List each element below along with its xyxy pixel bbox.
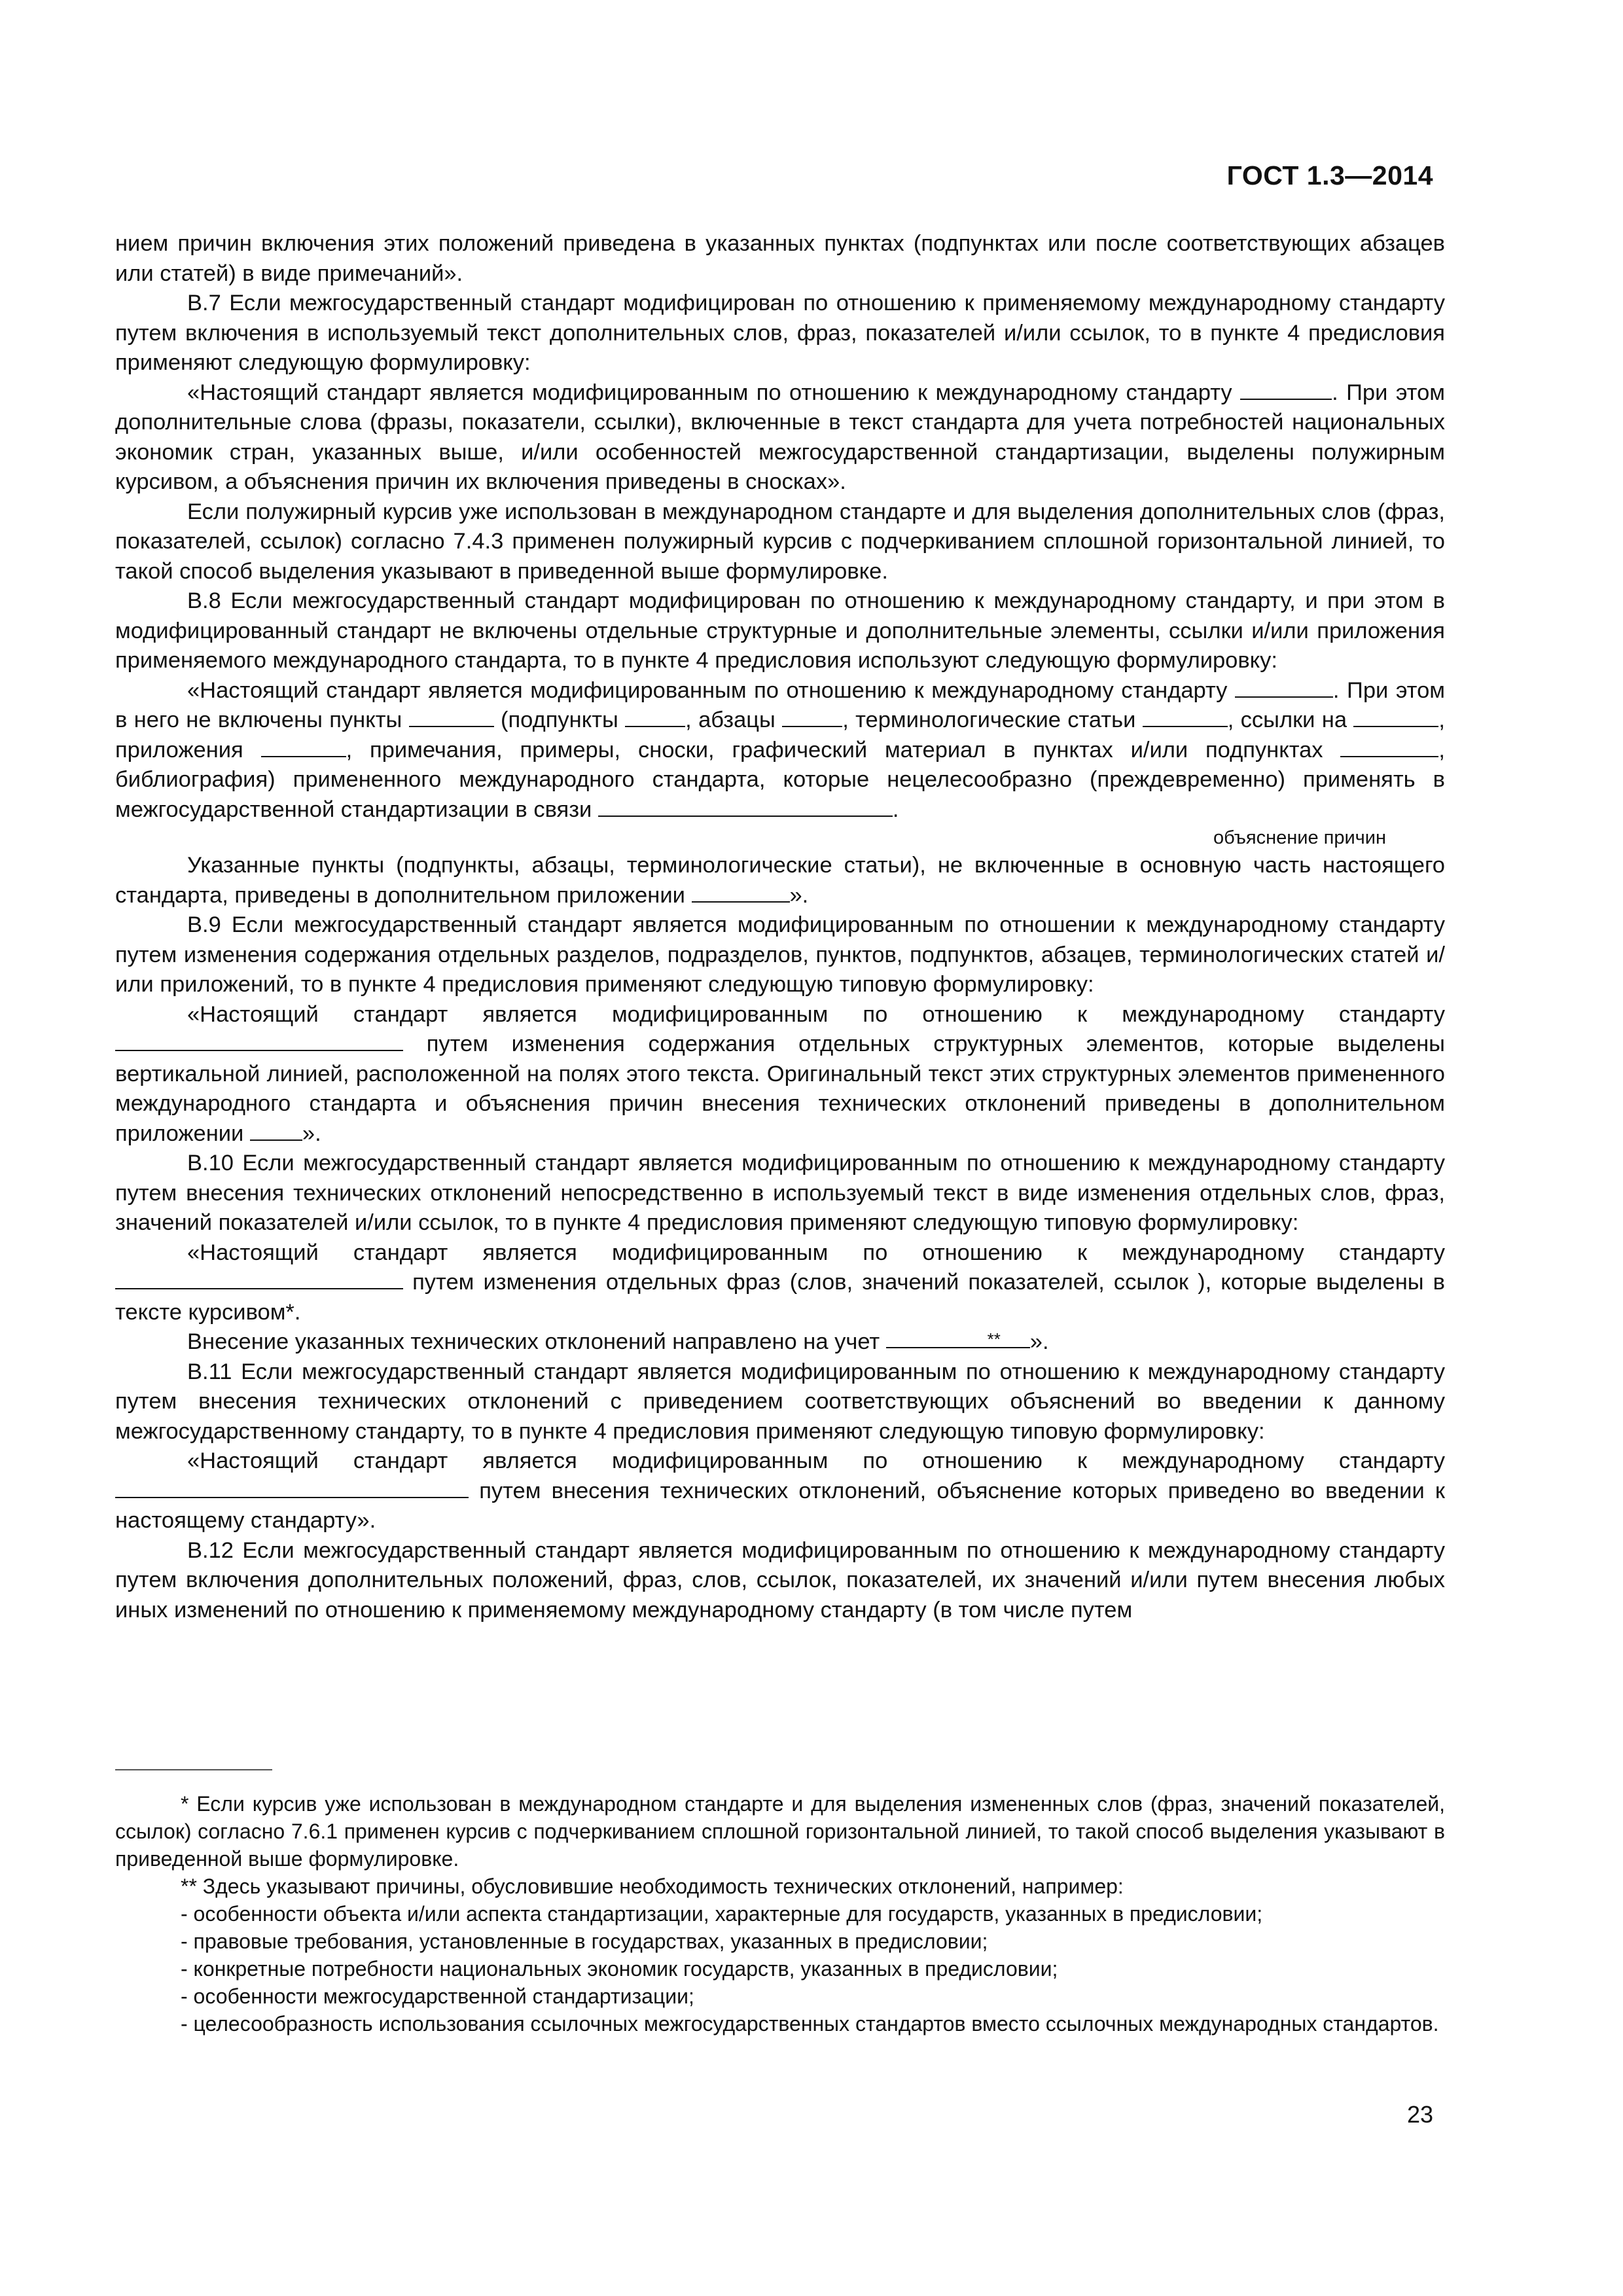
- b10-quote-part: «Настоящий стандарт является модифицированным по отношению к международному стандарту: [187, 1240, 1445, 1265]
- blank-field: [1353, 708, 1438, 727]
- blank-standard-name: [1240, 380, 1332, 400]
- b8-tail-end: ».: [789, 882, 809, 908]
- clause-b10-quote: [115, 1238, 1445, 1328]
- b11-quote-part: путем внесения технических отклонений, объяснение которых приведено во введении к настоящему стандарту».: [115, 1478, 1445, 1533]
- blank-field: [409, 708, 494, 727]
- b10-quote-part: путем изменения отдельных фраз (слов, значений показателей, ссылок ), которые выделены в тексте курсивом*.: [115, 1270, 1445, 1325]
- clause-b9-quote: [115, 1000, 1445, 1149]
- blank-appendix: [692, 883, 790, 903]
- b8-quote-part: .: [892, 797, 899, 822]
- clause-b11-quote: [115, 1446, 1445, 1536]
- clause-b8-quote: [115, 676, 1445, 825]
- b8-tail-text: Указанные пункты (подпункты, абзацы, терминологические статьи), не включенные в основную часть настоящего стандарта, приведены в дополнительном приложении: [115, 853, 1445, 908]
- blank-standard-name: [115, 1479, 469, 1498]
- blank-reason: [598, 797, 893, 817]
- b9-quote-part: «Настоящий стандарт является модифицированным по отношению к международному стандарту: [187, 1001, 1445, 1027]
- b8-quote-part: , примечания, примеры, сноски, графический материал в пунктах и/или подпунктах: [346, 737, 1323, 762]
- blank-caption: объяснение причин: [1213, 827, 1386, 848]
- b8-quote-part: , ссылки на: [1227, 708, 1347, 732]
- clause-b7-note: Если полужирный курсив уже использован в международном стандарте и для выделения дополнительных слов (фраз, показателей, ссылок) согласно 7.4.3 применен полужирный курсив с подчеркиванием сплошной горизонтальной линией, то такой способ выделения указывают в приведенной выше формулировке.: [115, 499, 1445, 584]
- blank-standard-name: [115, 1270, 403, 1289]
- b8-quote-part: . При этом в него не включены пункты: [115, 677, 1445, 732]
- footnote-list-item: - особенности объекта и/или аспекта стандартизации, характерные для государств, указанных в предисловии;: [181, 1902, 1263, 1926]
- clause-b8: В.8 Если межгосударственный стандарт модифицирован по отношению к международному стандарту, и при этом в модифицированный стандарт не включены отдельные структурные и дополнительные элементы, ссылки и/или приложения применяемого международного стандарта, то в пункте 4 предисловия используют следующую формулировку:: [115, 588, 1445, 673]
- clause-b11: В.11 Если межгосударственный стандарт является модифицированным по отношению к международному стандарту путем внесения технических отклонений с приведением соответствующих объяснений во введении к данному межгосударственному стандарту, то в пункте 4 предисловия применяют следующую типовую формулировку:: [115, 1359, 1445, 1444]
- paragraph-continuation: нием причин включения этих положений приведена в указанных пунктах (подпунктах или после соответствующих абзацев или статей) в виде примечаний».: [115, 231, 1445, 286]
- blank-field: [261, 738, 346, 757]
- blank-standard-name: [115, 1031, 403, 1051]
- footnote-list-item: - особенности межгосударственной стандартизации;: [181, 1984, 694, 2008]
- page-number: 23: [1406, 2101, 1433, 2128]
- b7-quote-start: «Настоящий стандарт является модифицированным по отношению к международному стандарту: [187, 380, 1232, 405]
- b10-note-end: ».: [1029, 1329, 1049, 1354]
- b9-quote-part: путем изменения содержания отдельных структурных элементов, которые выделены вертикальной линией, расположенной на полях этого текста. Оригинальный текст этих структурных элементов примененного международного стандарта и объяснения причин внесения технических отклонений приведены в дополнительном приложении: [115, 1031, 1445, 1146]
- b8-quote-part: , приложения: [115, 708, 1445, 762]
- footnote-1: * Если курсив уже использован в международном стандарте и для выделения измененных слов (фраз, значений показателей, ссылок) согласно 7.6.1 применен курсив с подчеркиванием сплошной горизонтальной линией, то такой способ выделения указывают в приведенной выше формулировке.: [115, 1792, 1445, 1871]
- b11-quote-part: «Настоящий стандарт является модифицированным по отношению к международному стандарту: [187, 1448, 1445, 1473]
- footnote-2: ** Здесь указывают причины, обусловившие необходимость технических отклонений, например:: [181, 1874, 1124, 1898]
- clause-b7-quote: [115, 378, 1445, 497]
- main-text: [115, 229, 1445, 1625]
- b8-quote-part: , библиография) примененного международного стандарта, которые нецелесообразно (преждевременно) применять в межгосударственной стандартизации в связи: [115, 737, 1445, 822]
- clause-b8-tail: [115, 851, 1445, 910]
- blank-field: [782, 708, 842, 727]
- clause-b7: В.7 Если межгосударственный стандарт модифицирован по отношению к применяемому международному стандарту путем включения в используемый текст дополнительных слов, фраз, показателей и/или ссылок, то в пункте 4 предисловия применяют следующую формулировку:: [115, 291, 1445, 375]
- b9-quote-part: ».: [302, 1121, 321, 1146]
- b7-quote-end: . При этом дополнительные слова (фразы, показатели, ссылки), включенные в текст стандарта для учета потребностей национальных экономик стран, указанных выше, и/или особенностей межгосударственной стандартизации, выделены полужирным курсивом, а объяснения причин их включения приведены в сносках».: [115, 380, 1445, 494]
- blank-reason-footnote: **: [886, 1331, 1030, 1348]
- blank-appendix: [250, 1121, 302, 1141]
- footnote-list-item: - целесообразность использования ссылочных межгосударственных стандартов вместо ссылочных международных стандартов.: [181, 2012, 1439, 2036]
- blank-field: [1235, 678, 1333, 698]
- b8-quote-part: , абзацы: [685, 708, 776, 732]
- clause-b9: В.9 Если межгосударственный стандарт является модифицированным по отношении к международному стандарту путем изменения содержания отдельных разделов, подразделов, пунктов, подпунктов, абзацев, терминологических статей и/или приложений, то в пункте 4 предисловия применяют следующую типовую формулировку:: [115, 912, 1445, 997]
- blank-field: [1143, 708, 1228, 727]
- blank-field: [625, 708, 685, 727]
- clause-b10-note: [115, 1327, 1445, 1357]
- b10-note-text: Внесение указанных технических отклонений направлено на учет: [187, 1329, 880, 1354]
- blank-field: [1340, 738, 1438, 757]
- footnote-list-item: - конкретные потребности национальных экономик государств, указанных в предисловии;: [181, 1957, 1058, 1981]
- b8-quote-part: «Настоящий стандарт является модифицированным по отношению к международному стандарту: [187, 677, 1228, 703]
- footnote-list-item: - правовые требования, установленные в государствах, указанных в предисловии;: [181, 1929, 988, 1953]
- clause-b12: В.12 Если межгосударственный стандарт является модифицированным по отношению к международному стандарту путем включения дополнительных положений, фраз, слов, ссылок, показателей, их значений и/или путем внесения любых иных изменений по отношению к применяемому международному стандарту (в том числе путем: [115, 1537, 1445, 1623]
- clause-b10: В.10 Если межгосударственный стандарт является модифицированным по отношению к международному стандарту путем внесения технических отклонений непосредственно в используемый текст в виде изменения отдельных слов, фраз, значений показателей и/или ссылок, то в пункте 4 предисловия применяют следующую типовую формулировку:: [115, 1151, 1445, 1235]
- b8-quote-part: , терминологические статьи: [842, 708, 1136, 732]
- standard-code-header: ГОСТ 1.3—2014: [1226, 160, 1433, 190]
- footnote-separator: [115, 1769, 272, 1770]
- b8-quote-part: (подпункты: [501, 708, 618, 732]
- footnotes: [115, 1790, 1445, 2037]
